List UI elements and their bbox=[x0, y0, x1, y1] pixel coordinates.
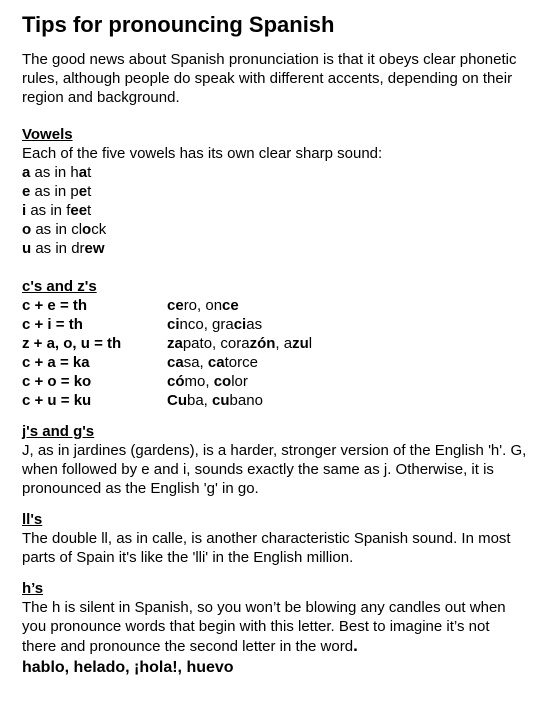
cz-example-text: mo, bbox=[184, 373, 214, 390]
cz-example-highlight: ca bbox=[207, 354, 225, 371]
cz-example-text: pato, cora bbox=[182, 335, 250, 352]
vowel-example-text: t bbox=[87, 183, 92, 200]
vowel-example-highlight: o bbox=[82, 221, 92, 238]
cz-example-text: ba, bbox=[187, 392, 213, 409]
h-examples: hablo, helado, ¡hola!, huevo bbox=[22, 659, 234, 676]
cz-rule-row bbox=[22, 353, 527, 372]
cz-rule: c + i = th bbox=[22, 316, 83, 333]
page-title: Tips for pronouncing Spanish bbox=[22, 12, 335, 37]
cz-example-text: torce bbox=[224, 354, 258, 371]
document bbox=[22, 10, 527, 678]
cz-rule: c + a = ka bbox=[22, 354, 90, 371]
cz-example-text: , a bbox=[275, 335, 293, 352]
cz-section bbox=[22, 277, 527, 410]
vowels-section bbox=[22, 125, 527, 258]
cz-rule-row bbox=[22, 334, 527, 353]
cz-examples bbox=[167, 372, 248, 391]
cz-rule: c + o = ko bbox=[22, 373, 92, 390]
cz-rule-row bbox=[22, 315, 527, 334]
cz-rule-row bbox=[22, 391, 527, 410]
cz-example-highlight: zu bbox=[292, 335, 309, 352]
vowel-example-text: t bbox=[87, 202, 92, 219]
cz-example-highlight: ce bbox=[222, 297, 239, 314]
jg-paragraph: J, as in jardines (gardens), is a harder, stronger version of the English 'h'. G, when followed by e and i, sounds exactly the same as j. Otherwise, it is pronounced as the English 'g' in go. bbox=[22, 442, 527, 497]
cz-example-highlight: za bbox=[167, 335, 183, 352]
intro-paragraph: The good news about Spanish pronunciation is that it obeys clear phonetic rules, although people do speak with different accents, depending on their region and background. bbox=[22, 51, 517, 106]
vowel-example-highlight: e bbox=[78, 183, 88, 200]
h-paragraph bbox=[22, 598, 527, 656]
ll-section bbox=[22, 510, 527, 567]
cz-list bbox=[22, 296, 527, 410]
cz-example-highlight: cu bbox=[212, 392, 230, 409]
cz-example-highlight: ci bbox=[233, 316, 247, 333]
ll-heading: ll's bbox=[22, 511, 43, 528]
cz-example-text: ro, on bbox=[183, 297, 223, 314]
h-paragraph-period: . bbox=[353, 636, 358, 655]
vowel-example-text: t bbox=[87, 164, 92, 181]
h-heading: h’s bbox=[22, 580, 44, 597]
h-section bbox=[22, 579, 527, 678]
cz-example-highlight: zón bbox=[249, 335, 276, 352]
vowel-example-highlight: ew bbox=[84, 240, 105, 257]
cz-example-text: l bbox=[308, 335, 313, 352]
vowels-heading: Vowels bbox=[22, 126, 73, 143]
cz-example-highlight: ci bbox=[167, 316, 180, 333]
vowel-example-text: as in dr bbox=[31, 240, 85, 257]
vowel-letter: o bbox=[22, 221, 32, 238]
cz-example-highlight: có bbox=[167, 373, 185, 390]
cz-heading: c's and z's bbox=[22, 278, 97, 295]
vowel-letter: e bbox=[22, 183, 31, 200]
vowel-example-text: as in cl bbox=[31, 221, 83, 238]
vowel-line bbox=[22, 201, 527, 220]
cz-examples bbox=[167, 296, 239, 315]
vowel-line bbox=[22, 163, 527, 182]
cz-example-text: bano bbox=[229, 392, 263, 409]
vowel-line bbox=[22, 182, 527, 201]
cz-example-highlight: co bbox=[213, 373, 232, 390]
vowel-line bbox=[22, 220, 527, 239]
cz-rule: z + a, o, u = th bbox=[22, 335, 122, 352]
jg-section bbox=[22, 422, 527, 498]
vowel-letter: i bbox=[22, 202, 27, 219]
jg-heading: j's and g's bbox=[22, 423, 95, 440]
cz-example-highlight: ce bbox=[167, 297, 184, 314]
cz-examples bbox=[167, 391, 263, 410]
vowel-example-highlight: a bbox=[78, 164, 88, 181]
cz-examples bbox=[167, 315, 262, 334]
cz-examples bbox=[167, 334, 312, 353]
cz-examples bbox=[167, 353, 258, 372]
cz-rule-row bbox=[22, 372, 527, 391]
vowel-example-highlight: ee bbox=[70, 202, 88, 219]
ll-paragraph: The double ll, as in calle, is another characteristic Spanish sound. In most parts of Spain it's like the 'lli' in the English million. bbox=[22, 530, 511, 566]
cz-example-text: sa, bbox=[183, 354, 208, 371]
vowels-description: Each of the five vowels has its own clear sharp sound: bbox=[22, 145, 383, 162]
vowel-letter: u bbox=[22, 240, 32, 257]
vowel-example-text: as in h bbox=[30, 164, 79, 181]
cz-example-text: lor bbox=[231, 373, 248, 390]
vowel-line bbox=[22, 239, 527, 258]
cz-example-highlight: Cu bbox=[167, 392, 187, 409]
cz-example-text: nco, gra bbox=[179, 316, 234, 333]
cz-rule: c + u = ku bbox=[22, 392, 92, 409]
cz-example-text: as bbox=[246, 316, 263, 333]
vowel-example-text: as in p bbox=[30, 183, 79, 200]
cz-rule: c + e = th bbox=[22, 297, 88, 314]
vowel-letter: a bbox=[22, 164, 31, 181]
vowel-list bbox=[22, 163, 527, 258]
cz-rule-row bbox=[22, 296, 527, 315]
cz-example-highlight: ca bbox=[167, 354, 184, 371]
h-paragraph-text: The h is silent in Spanish, so you won’t be blowing any candles out when you pronounce words that begin with this letter. Best to imagine it’s not there and pronounce the second letter in the word bbox=[22, 599, 506, 655]
vowel-example-text: as in f bbox=[26, 202, 71, 219]
vowel-example-text: ck bbox=[91, 221, 107, 238]
